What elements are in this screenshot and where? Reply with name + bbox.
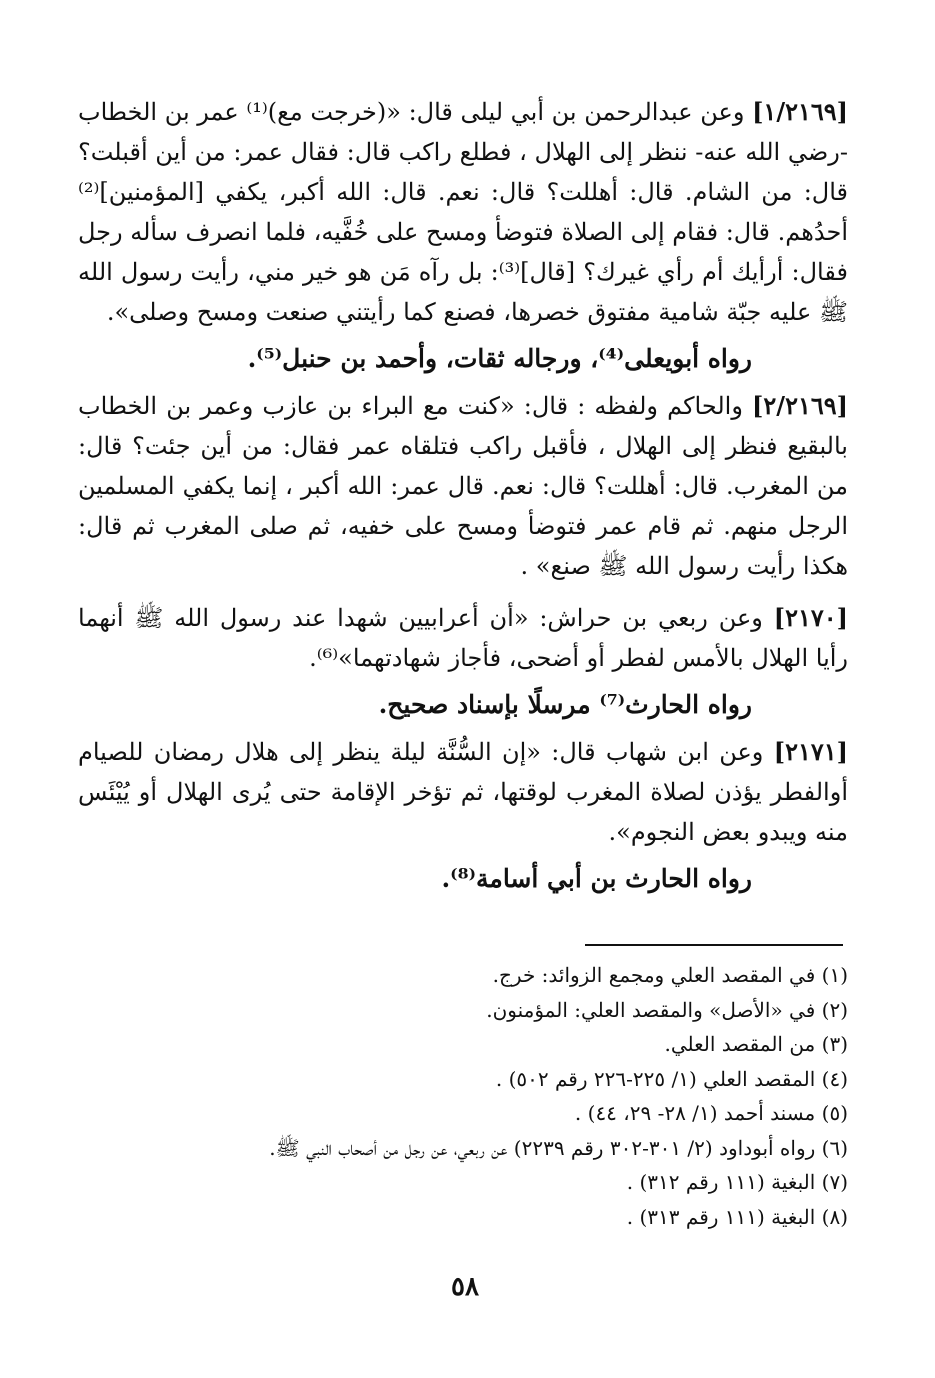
entry-number: [٢١٧٠] <box>773 603 848 632</box>
footnote: (٥) مسند أحمد (١/ ٢٨- ٢٩، ٤٤) . <box>574 1101 848 1125</box>
entry-text: وعن ابن شهاب قال: «إن السُّنَّة ليلة ينظر إلى هلال رمضان للصيام أوالفطر يؤذن لصلاة المغرب لوقتها، ثم تؤخر الإقامة حتى يُرى الهلال أو يُيْئَس منه ويبدو بعض النجوم». <box>78 738 848 846</box>
hadith-entry-4 <box>78 732 848 852</box>
hadith-entry-2 <box>78 386 848 586</box>
footnote: (٦) رواه أبوداود (٢/ ٣٠١-٣٠٢ رقم ٢٢٣٩) عن ربعي، عن رجل من أصحاب النبي ﷺ. <box>269 1135 848 1160</box>
entry-text: وعن ربعي بن حراش: «أن أعرابيين شهدا عند رسول الله ﷺ أنهما رأيا الهلال بالأمس لفطر أو أضحى، فأجاز شهادتهما»⁽⁶⁾. <box>78 604 848 672</box>
page-body <box>78 92 848 900</box>
hadith-entry-3 <box>78 598 848 678</box>
entry-text: وعن عبدالرحمن بن أبي ليلى قال: «(خرجت مع)⁽¹⁾ عمر بن الخطاب -رضي الله عنه- ننظر إلى الهلال ، فطلع راكب قال: فقال عمر: من أين أقبلت؟ قال: من الشام. قال: أهللت؟ قال: نعم. قال: الله أكبر، يكفي [المؤمنين]⁽²⁾ أحدُهم. قال: فقام إلى الصلاة فتوضأ ومسح على خُفَّيه، فلما انصرف سأله رجل فقال: أرأيك أم رأي غيرك؟ [قال]⁽³⁾: بل رآه مَن هو خير مني، رأيت رسول الله ﷺ عليه جبّة شامية مفتوق خصرها، فصنع كما رأيتني صنعت ومسح وصلى». <box>77 98 848 326</box>
footnote: (٧) البغية (١١١ رقم ٣١٢) . <box>626 1170 848 1194</box>
footnote: (١) في المقصد العلي ومجمع الزوائد: خرج. <box>492 963 848 987</box>
footnote: (٢) في «الأصل» والمقصد العلي: المؤمنون. <box>486 997 848 1022</box>
narration-line: رواه الحارث بن أبي أسامة⁽⁸⁾. <box>441 864 752 893</box>
entry-number: [٢١٧١] <box>773 737 848 766</box>
footnote: (٤) المقصد العلي (١/ ٢٢٥-٢٢٦ رقم ٥٠٢) . <box>495 1066 848 1091</box>
footnotes <box>78 958 848 1234</box>
footnote: (٣) من المقصد العلي. <box>664 1032 848 1056</box>
page-number: ٥٨ <box>451 1272 479 1302</box>
footnote-divider <box>585 944 843 946</box>
entry-text: والحاكم ولفظه : قال: «كنت مع البراء بن عازب وعمر بن الخطاب بالبقيع فنظر إلى الهلال ، فأقبل راكب فتلقاه عمر فقال: من أين جئت؟ قال: من المغرب. قال: أهللت؟ قال: نعم. قال عمر: الله أكبر ، إنما يكفي المسلمين الرجل منهم. ثم قام عمر فتوضأ ومسح على خفيه، ثم صلى المغرب ثم قال: هكذا رأيت رسول الله ﷺ صنع» . <box>78 392 848 580</box>
footnote: (٨) البغية (١١١ رقم ٣١٣) . <box>626 1204 848 1229</box>
hadith-entry-1 <box>78 92 848 332</box>
entry-number: [٢/٢١٦٩] <box>752 391 848 420</box>
narration-line: رواه الحارث⁽⁷⁾ مرسلًا بإسناد صحيح. <box>378 690 752 719</box>
entry-number: [١/٢١٦٩] <box>752 97 848 126</box>
narration-line: رواه أبويعلى⁽⁴⁾، ورجاله ثقات، وأحمد بن حنبل⁽⁵⁾. <box>247 344 752 373</box>
